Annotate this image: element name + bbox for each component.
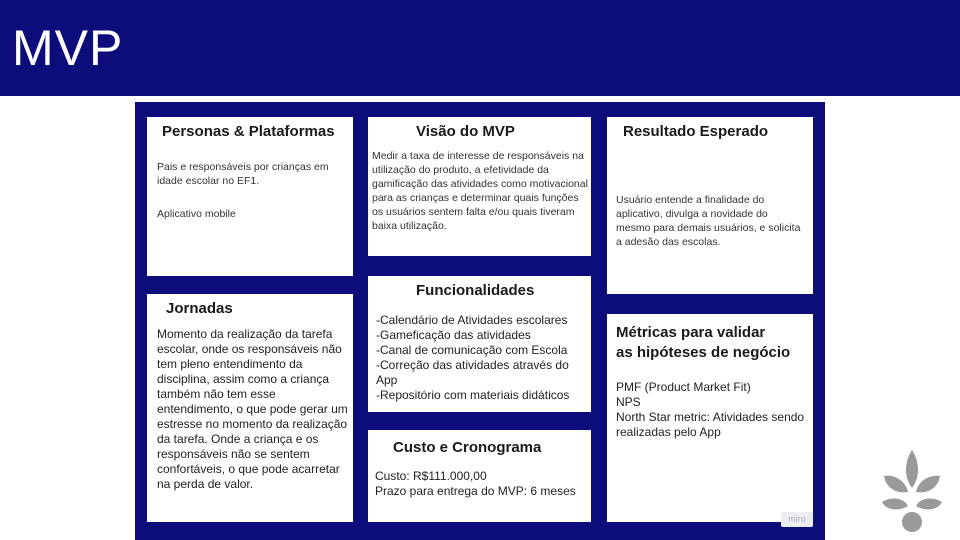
- slide-title: MVP: [12, 20, 124, 76]
- card-jornadas-body: Momento da realização da tarefa escolar, onde os responsáveis não tem pleno entendimento da disciplina, assim como a criança também não tem esse entendimento, o que pode gerar um estresse no momento da realização da tarefa. Onde a criança e os responsáveis não se sentem confortáveis, o que pode acarretar na perda de valor.: [157, 327, 348, 491]
- card-personas-body: [157, 160, 337, 221]
- feature-item: -Canal de comunicação com Escola: [376, 343, 568, 357]
- mvp-board: [135, 102, 825, 540]
- card-funcionalidades: [368, 276, 591, 412]
- card-visao: [368, 117, 591, 256]
- card-custo-title: Custo e Cronograma: [393, 439, 542, 456]
- personas-line: Pais e responsáveis por crianças em idade escolar no EF1.: [157, 161, 329, 187]
- card-metricas: [607, 314, 813, 522]
- card-funcionalidades-title: Funcionalidades: [416, 282, 535, 299]
- card-jornadas: [147, 294, 353, 522]
- metric-item: PMF (Product Market Fit): [616, 380, 751, 394]
- feature-item: -Calendário de Atividades escolares: [376, 313, 568, 327]
- card-metricas-title-line: as hipóteses de negócio: [616, 344, 791, 361]
- card-custo: [368, 430, 591, 522]
- card-visao-title: Visão do MVP: [416, 123, 515, 140]
- card-personas: [147, 117, 353, 276]
- card-resultado: [607, 117, 813, 294]
- card-metricas-title-line: Métricas para validar: [616, 324, 766, 341]
- card-custo-body: [375, 469, 589, 499]
- card-personas-title: Personas & Plataformas: [162, 123, 335, 140]
- card-resultado-title: Resultado Esperado: [623, 123, 769, 140]
- leaf-logo-icon: [878, 446, 946, 534]
- metric-item: North Star metric: Atividades sendo realizadas pelo App: [616, 410, 805, 439]
- feature-item: -Correção das atividades através do App: [376, 358, 569, 387]
- card-jornadas-title: Jornadas: [166, 300, 233, 317]
- cost-item: Custo: R$111.000,00: [375, 469, 487, 483]
- feature-item: -Repositório com materiais didáticos: [376, 388, 570, 402]
- card-visao-body: Medir a taxa de interesse de responsáveis na utilização do produto, a efetividade da gamificação das atividades como motivacional para as crianças e determinar quais funções os usuários sentem falta e/ou quais tiveram baixa utilização.: [372, 150, 588, 232]
- card-metricas-body: [616, 380, 812, 440]
- card-metricas-title: [616, 323, 790, 363]
- personas-line: Aplicativo mobile: [157, 208, 236, 220]
- feature-item: -Gameficação das atividades: [376, 328, 531, 342]
- title-bar: [0, 0, 960, 96]
- metric-item: NPS: [616, 395, 641, 409]
- cost-item: Prazo para entrega do MVP: 6 meses: [375, 484, 576, 498]
- card-resultado-body: Usuário entende a finalidade do aplicativo, divulga a novidade do mesmo para demais usuários, e solicita a adesão das escolas.: [616, 194, 801, 248]
- card-funcionalidades-body: [376, 313, 588, 403]
- miro-badge[interactable]: miro: [781, 512, 813, 527]
